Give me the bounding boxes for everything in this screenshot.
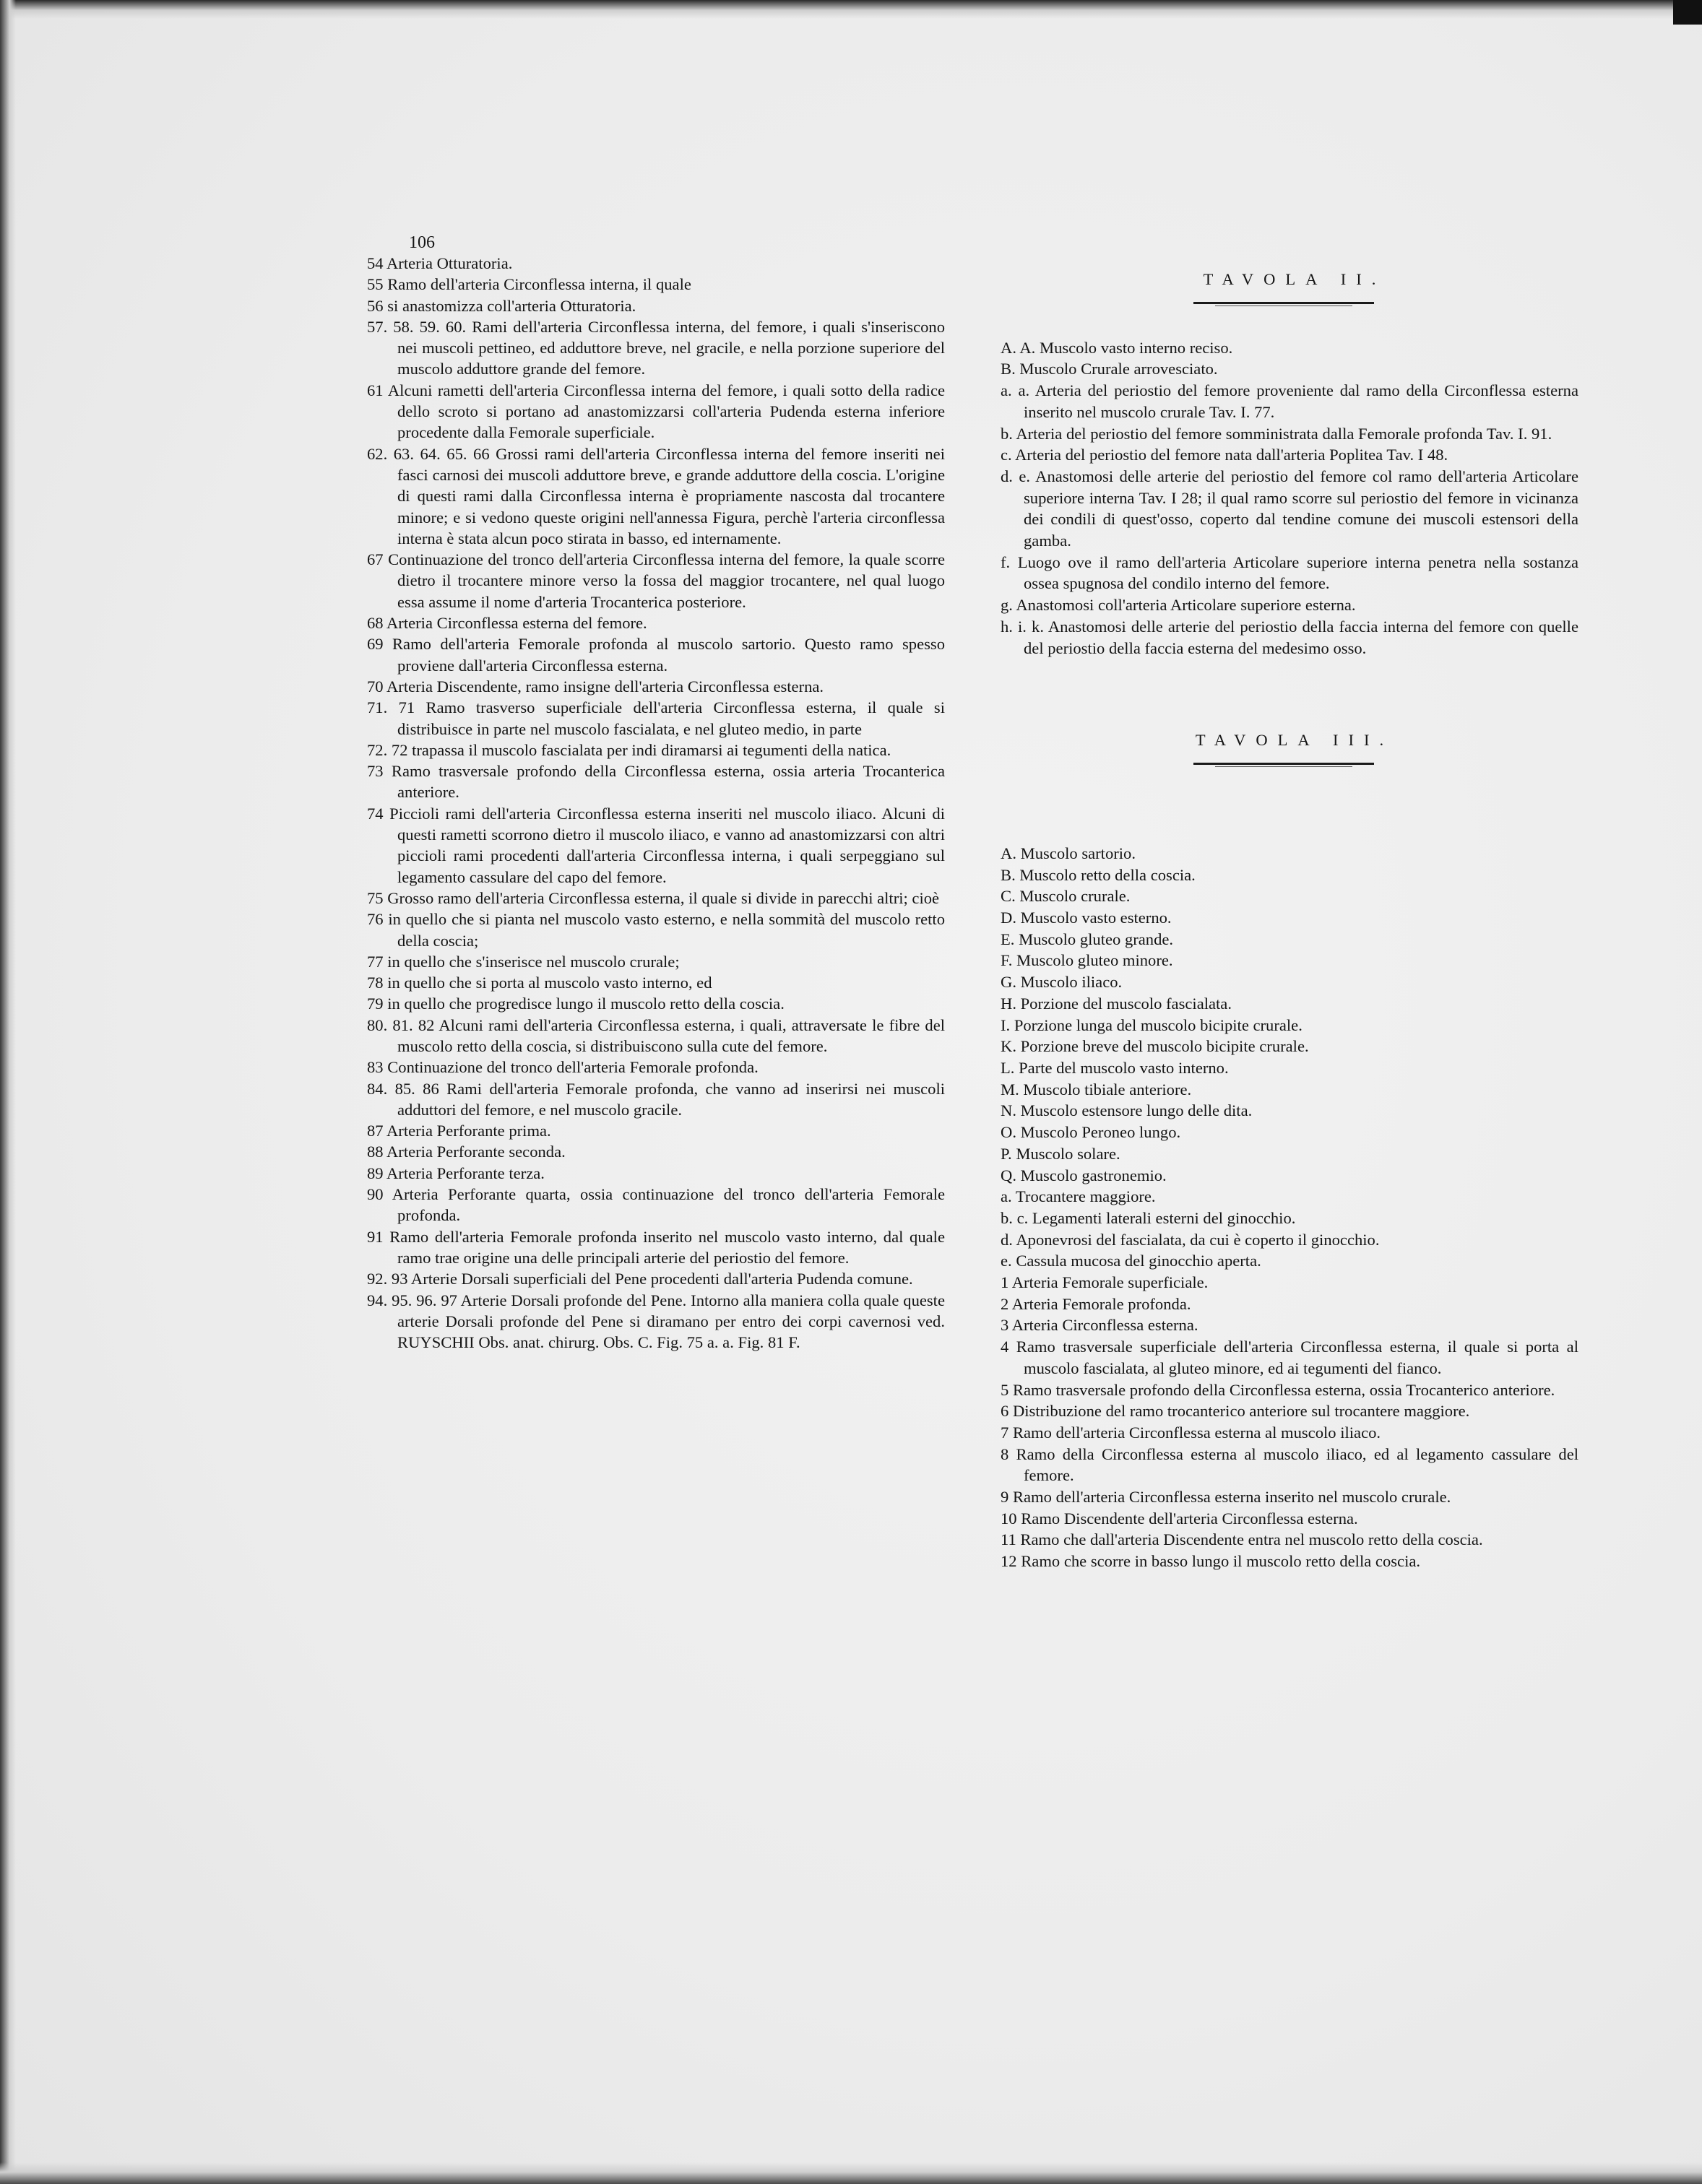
legend-entry: D. Muscolo vasto esterno. [1001, 909, 1172, 927]
legend-entry: 11 Ramo che dall'arteria Discendente entra nel muscolo retto della coscia. [1001, 1530, 1483, 1549]
legend-entry: F. Muscolo gluteo minore. [1001, 951, 1173, 970]
legend-entry: f. Luogo ove il ramo dell'arteria Articolare superiore interna penetra nella sostanza ossea spugnosa del condilo interno del femore. [1001, 552, 1578, 593]
legend-entry: 70 Arteria Discendente, ramo insigne dell'arteria Circonflessa esterna. [367, 677, 824, 696]
legend-entry: b. Arteria del periostio del femore somministrata dalla Femorale profonda Tav. I. 91. [1001, 424, 1552, 443]
legend-entry: K. Porzione breve del muscolo bicipite crurale. [1001, 1037, 1309, 1056]
legend-entry: 88 Arteria Perforante seconda. [367, 1143, 566, 1161]
legend-entry: c. Arteria del periostio del femore nata dall'arteria Poplitea Tav. I 48. [1001, 446, 1448, 464]
legend-entry: 68 Arteria Circonflessa esterna del femore. [367, 614, 647, 633]
legend-entry: I. Porzione lunga del muscolo bicipite crurale. [1001, 1015, 1303, 1034]
legend-entry: 6 Distribuzione del ramo trocanterico anteriore sul trocantere maggiore. [1001, 1402, 1470, 1421]
legend-entry: 67 Continuazione del tronco dell'arteria Circonflessa interna del femore, la quale scorre dietro il trocantere minore verso la fossa del maggior trocantere, nel qual luogo essa assume il nome d'arteria Trocanterica posteriore. [367, 550, 945, 611]
page-number: 106 [409, 233, 435, 252]
legend-entry: 69 Ramo dell'arteria Femorale profonda al muscolo sartorio. Questo ramo spesso proviene dall'arteria Circonflessa esterna. [367, 635, 945, 675]
legend-entry: 90 Arteria Perforante quarta, ossia continuazione del tronco dell'arteria Femorale profonda. [367, 1185, 945, 1225]
legend-entry: 80. 81. 82 Alcuni rami dell'arteria Circonflessa esterna, i quali, attraversate le fibre del muscolo retto della coscia, si distribuiscono sulla cute del femore. [367, 1015, 945, 1055]
left-entry-list [367, 253, 945, 1353]
legend-entry: 75 Grosso ramo dell'arteria Circonflessa esterna, il quale si divide in parecchi altri; cioè [367, 888, 940, 907]
legend-entry: P. Muscolo solare. [1001, 1144, 1120, 1163]
legend-entry: B. Muscolo retto della coscia. [1001, 865, 1196, 884]
legend-entry: 74 Piccioli rami dell'arteria Circonflessa esterna inseriti nel muscolo iliaco. Alcuni di questi rametti scorrono dietro il muscolo iliaco, e vanno ad anastomizzarsi con altri piccioli rami procedenti dall'arteria Circonflessa interna, i quali serpeggiano sul legamento cassulare del capo del femore. [367, 804, 945, 886]
legend-entry: O. Muscolo Peroneo lungo. [1001, 1123, 1181, 1142]
legend-entry: G. Muscolo iliaco. [1001, 973, 1123, 992]
legend-entry: 76 in quello che si pianta nel muscolo vasto esterno, e nella sommità del muscolo retto della coscia; [367, 910, 945, 950]
legend-entry: 5 Ramo trasversale profondo della Circonflessa esterna, ossia Trocanterico anteriore. [1001, 1380, 1555, 1399]
legend-entry: 3 Arteria Circonflessa esterna. [1001, 1316, 1198, 1335]
tavola-ii-list [1001, 337, 1578, 659]
tavola-iii-heading: TAVOLA III. [1195, 731, 1394, 750]
legend-entry: N. Muscolo estensore lungo delle dita. [1001, 1101, 1253, 1120]
legend-entry: 62. 63. 64. 65. 66 Grossi rami dell'arteria Circonflessa interna del femore inseriti nei fasci carnosi dei muscoli adduttore breve, e grande adduttore della coscia. L'origine di questi rami dalla Circonflessa interna è propriamente nascosta dal trocantere minore; e si vedono queste origini nell'annessa Figura, perchè l'arteria circonflessa interna è stata alcun poco stirata in basso, ed internamente. [367, 444, 945, 547]
legend-entry: 56 si anastomizza coll'arteria Otturatoria. [367, 296, 636, 315]
legend-entry: M. Muscolo tibiale anteriore. [1001, 1080, 1192, 1098]
legend-entry: 71. 71 Ramo trasverso superficiale dell'arteria Circonflessa esterna, il quale si distribuisce in parte nel muscolo fascialata, e nel gluteo medio, in parte [367, 698, 945, 738]
legend-entry: 78 in quello che si porta al muscolo vasto interno, ed [367, 974, 712, 992]
legend-entry: C. Muscolo crurale. [1001, 887, 1131, 906]
legend-entry: d. e. Anastomosi delle arterie del periostio del femore col ramo dell'arteria Articolare superiore interna Tav. I 28; il qual ramo scorre sul periostio del femore in vicinanza dei condili di quest'osso, coperto dal tendine comune dei muscoli estensori della gamba. [1001, 467, 1578, 550]
legend-entry: 94. 95. 96. 97 Arterie Dorsali profonde del Pene. Intorno alla maniera colla quale queste arterie Dorsali profonde del Pene si diramano per entro dei corpi cavernosi ved. RUYSCHII Obs. anat. chirurg. Obs. C. Fig. 75 a. a. Fig. 81 F. [367, 1291, 945, 1352]
legend-entry: b. c. Legamenti laterali esterni del ginocchio. [1001, 1208, 1296, 1227]
right-column [1001, 269, 1578, 1572]
legend-entry: 89 Arteria Perforante terza. [367, 1164, 545, 1182]
legend-entry: B. Muscolo Crurale arrovesciato. [1001, 360, 1218, 378]
legend-entry: 83 Continuazione del tronco dell'arteria Femorale profonda. [367, 1058, 759, 1077]
legend-entry: a. Trocantere maggiore. [1001, 1187, 1156, 1206]
legend-entry: 92. 93 Arterie Dorsali superficiali del Pene procedenti dall'arteria Pudenda comune. [367, 1270, 913, 1288]
legend-entry: 87 Arteria Perforante prima. [367, 1122, 551, 1140]
legend-entry: 61 Alcuni rametti dell'arteria Circonflessa interna del femore, i quali sotto della radice dello scroto si portano ad anastomizzarsi coll'arteria Pudenda esterna inferiore procedente dalla Femorale superficiale. [367, 381, 945, 442]
left-column [367, 233, 945, 1353]
legend-entry: L. Parte del muscolo vasto interno. [1001, 1058, 1229, 1077]
legend-entry: d. Aponevrosi del fascialata, da cui è coperto il ginocchio. [1001, 1230, 1380, 1249]
legend-entry: 4 Ramo trasversale superficiale dell'arteria Circonflessa esterna, il quale si porta al muscolo fascialata, al gluteo minore, ed ai tegumenti del fianco. [1001, 1338, 1578, 1377]
legend-entry: 2 Arteria Femorale profonda. [1001, 1294, 1191, 1313]
legend-entry: 73 Ramo trasversale profondo della Circonflessa esterna, ossia arteria Trocanterica anteriore. [367, 762, 945, 802]
legend-entry: 72. 72 trapassa il muscolo fascialata per indi diramarsi ai tegumenti della natica. [367, 740, 891, 759]
scan-edge-bottom [0, 2162, 1702, 2184]
heading-rule [1193, 302, 1374, 304]
legend-entry: A. Muscolo sartorio. [1001, 844, 1136, 862]
legend-entry: 84. 85. 86 Rami dell'arteria Femorale profonda, che vanno ad inserirsi nei muscoli adduttori del femore, e nel muscolo gracile. [367, 1079, 945, 1119]
legend-entry: 77 in quello che s'inserisce nel muscolo crurale; [367, 952, 680, 971]
legend-entry: 8 Ramo della Circonflessa esterna al muscolo iliaco, ed al legamento cassulare del femore. [1001, 1444, 1578, 1485]
legend-entry: g. Anastomosi coll'arteria Articolare superiore esterna. [1001, 596, 1356, 615]
legend-entry: 54 Arteria Otturatoria. [367, 254, 513, 272]
legend-entry: 91 Ramo dell'arteria Femorale profonda inserito nel muscolo vasto interno, dal quale ramo trae origine una delle principali arterie del periostio del femore. [367, 1227, 945, 1267]
heading-rule [1193, 763, 1374, 765]
tavola-iii-list [1001, 843, 1578, 1572]
legend-entry: H. Porzione del muscolo fascialata. [1001, 994, 1232, 1013]
tavola-ii-heading: TAVOLA II. [1203, 270, 1386, 288]
legend-entry: a. a. Arteria del periostio del femore proveniente dal ramo della Circonflessa esterna inserito nel muscolo crurale Tav. I. 77. [1001, 381, 1578, 421]
legend-entry: 7 Ramo dell'arteria Circonflessa esterna al muscolo iliaco. [1001, 1423, 1381, 1442]
legend-entry: 1 Arteria Femorale superficiale. [1001, 1273, 1209, 1292]
scan-edge-top [0, 0, 1702, 19]
legend-entry: A. A. Muscolo vasto interno reciso. [1001, 338, 1233, 357]
legend-entry: h. i. k. Anastomosi delle arterie del periostio della faccia interna del femore con quelle del periostio della faccia esterna del medesimo osso. [1001, 617, 1578, 657]
legend-entry: 12 Ramo che scorre in basso lungo il muscolo retto della coscia. [1001, 1552, 1421, 1571]
legend-entry: E. Muscolo gluteo grande. [1001, 930, 1174, 948]
legend-entry: 79 in quello che progredisce lungo il muscolo retto della coscia. [367, 994, 785, 1013]
legend-entry: 55 Ramo dell'arteria Circonflessa interna, il quale [367, 275, 691, 294]
legend-entry: Q. Muscolo gastronemio. [1001, 1166, 1167, 1184]
legend-entry: 10 Ramo Discendente dell'arteria Circonflessa esterna. [1001, 1509, 1358, 1528]
legend-entry: e. Cassula mucosa del ginocchio aperta. [1001, 1252, 1261, 1270]
scan-corner-tab [1673, 0, 1702, 25]
legend-entry: 9 Ramo dell'arteria Circonflessa esterna inserito nel muscolo crurale. [1001, 1488, 1451, 1507]
scan-edge-left [0, 0, 16, 2184]
legend-entry: 57. 58. 59. 60. Rami dell'arteria Circonflessa interna, del femore, i quali s'inseriscono nei muscoli pettineo, ed adduttore breve, nel gracile, e nella porzione superiore del muscolo adduttore grande del femore. [367, 317, 945, 378]
